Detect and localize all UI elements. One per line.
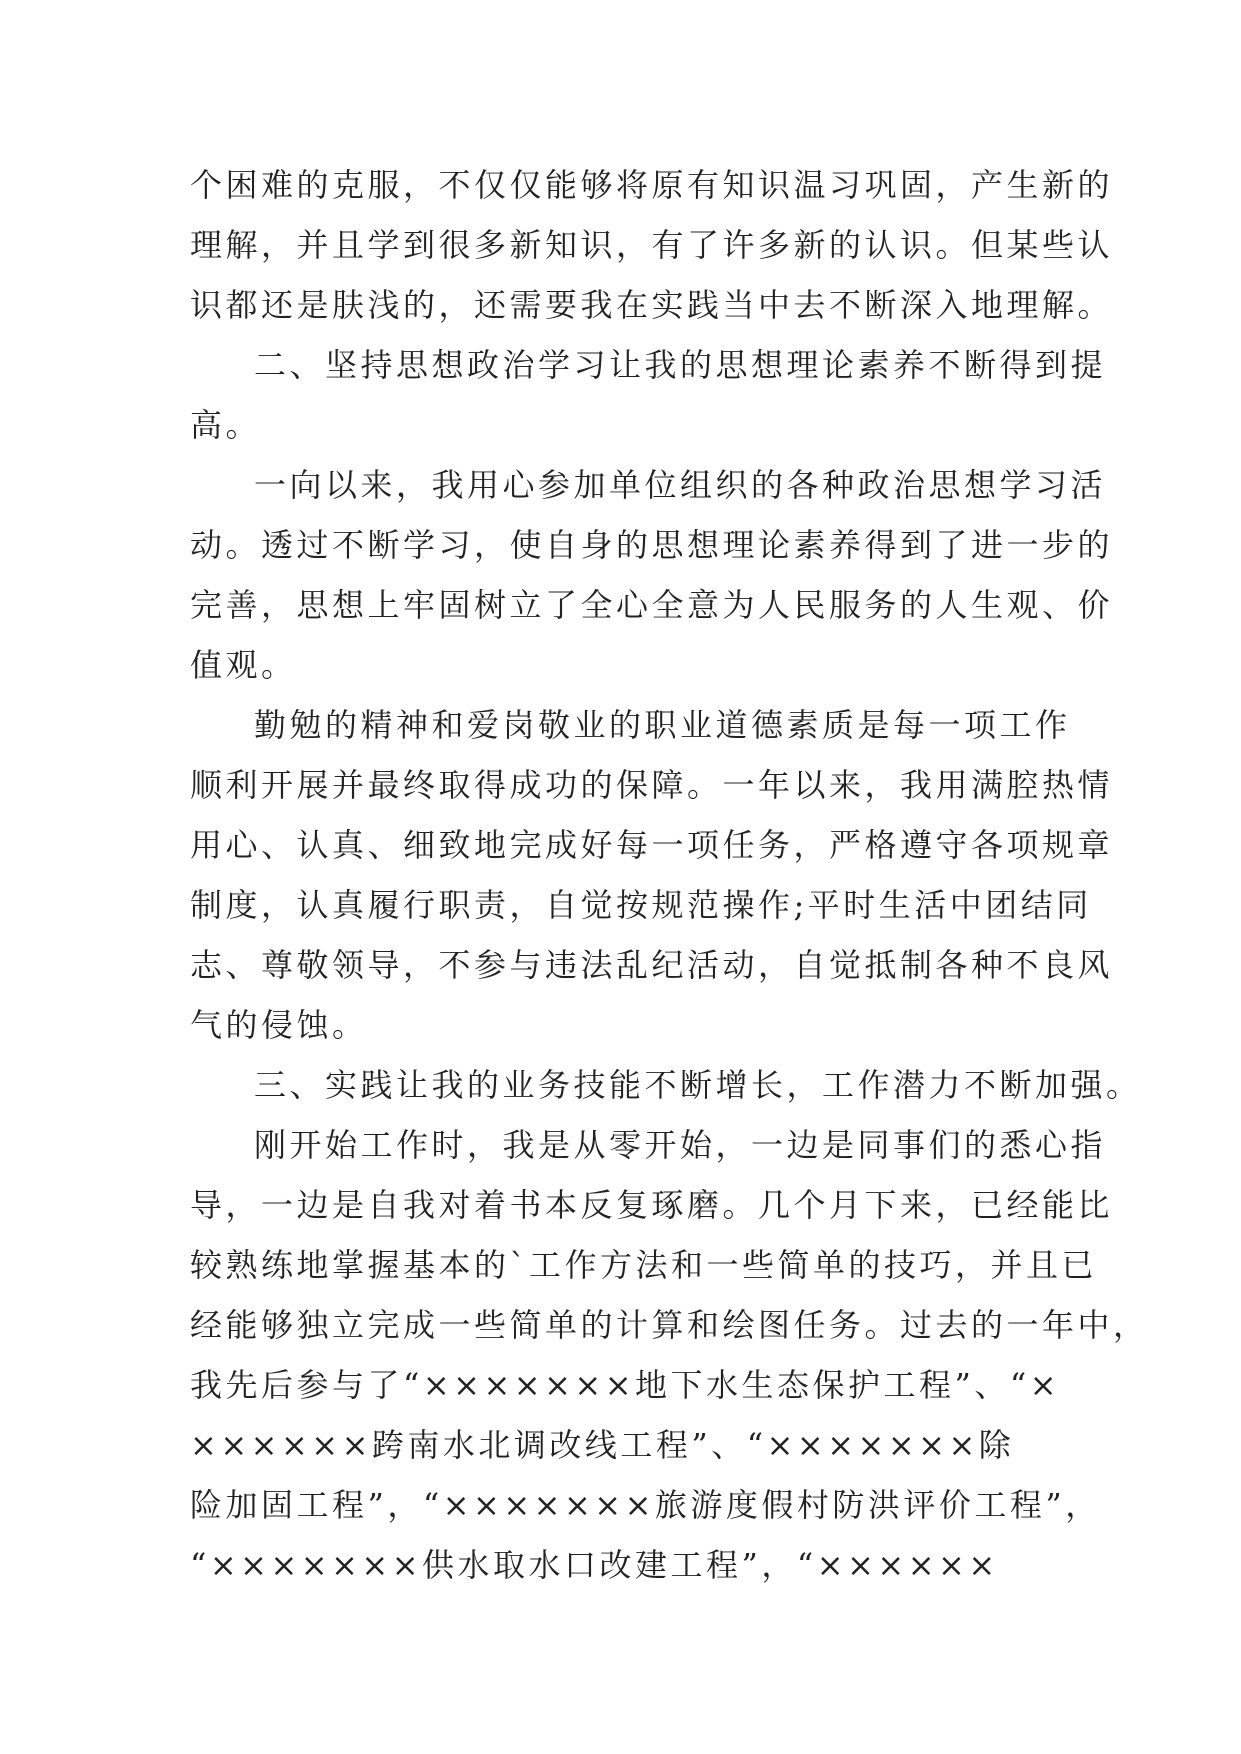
text-line: 完善，思想上牢固树立了全心全意为人民服务的人生观、价	[190, 586, 1114, 624]
paragraph-start: 刚开始工作时，我是从零开始，一边是同事们的悉心指	[254, 1126, 1107, 1164]
text-line: 识都还是肤浅的，还需要我在实践当中去不断深入地理解。	[190, 286, 1114, 324]
text-line: 个困难的克服，不仅仅能够将原有知识温习巩固，产生新的	[190, 166, 1114, 204]
text-line: 值观。	[190, 646, 297, 684]
text-line: “×××××××供水取水口改建工程”，“××××××	[190, 1546, 999, 1584]
text-line: 用心、认真、细致地完成好每一项任务，严格遵守各项规章	[190, 826, 1114, 864]
text-line: 险加固工程”，“×××××××旅游度假村防洪评价工程”，	[190, 1486, 1101, 1524]
paragraph-start: 一向以来，我用心参加单位组织的各种政治思想学习活	[254, 466, 1107, 504]
section-heading: 三、实践让我的业务技能不断增长，工作潜力不断加强。	[254, 1066, 1142, 1104]
text-line: 较熟练地掌握基本的`工作方法和一些简单的技巧，并且已	[190, 1246, 1098, 1284]
text-line: 气的侵蚀。	[190, 1006, 368, 1044]
text-line: ××××××跨南水北调改线工程”、“×××××××除	[190, 1426, 1015, 1464]
text-line: 高。	[190, 406, 262, 444]
section-heading: 二、坚持思想政治学习让我的思想理论素养不断得到提	[254, 346, 1107, 384]
text-line: 动。透过不断学习，使自身的思想理论素养得到了进一步的	[190, 526, 1114, 564]
text-line: 志、尊敬领导，不参与违法乱纪活动，自觉抵制各种不良风	[190, 946, 1114, 984]
text-line: 理解，并且学到很多新知识，有了许多新的认识。但某些认	[190, 226, 1114, 264]
paragraph-start: 勤勉的精神和爱岗敬业的职业道德素质是每一项工作	[254, 706, 1071, 744]
text-line: 我先后参与了“×××××××地下水生态保护工程”、“×	[190, 1366, 1061, 1404]
text-line: 制度，认真履行职责，自觉按规范操作;平时生活中团结同	[190, 886, 1092, 924]
text-line: 导，一边是自我对着书本反复琢磨。几个月下来，已经能比	[190, 1186, 1114, 1224]
text-line: 顺利开展并最终取得成功的保障。一年以来，我用满腔热情	[190, 766, 1114, 804]
text-line: 经能够独立完成一些简单的计算和绘图任务。过去的一年中，	[190, 1306, 1149, 1344]
